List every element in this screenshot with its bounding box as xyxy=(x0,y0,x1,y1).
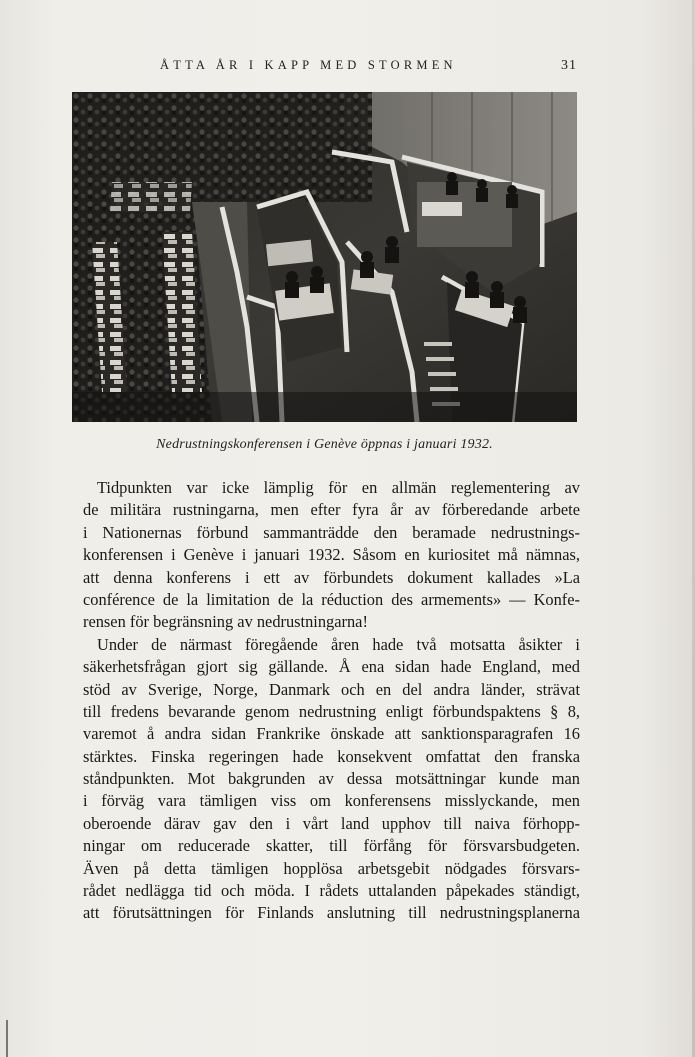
text-line: rensen för begränsning av nedrustningarna! xyxy=(83,612,368,632)
text-line: stärktes. Finska regeringen hade konsekvent omfattat den franska xyxy=(83,746,580,766)
text-line: konferensen i Genève i januari 1932. Såsom en kuriositet må nämnas, xyxy=(83,545,580,565)
text-line: Även på detta tämligen hopplösa arbetsgebit nödgades försvars- xyxy=(83,858,580,878)
text-line: Tidpunkten var icke lämplig för en allmän reglementering av xyxy=(97,478,580,497)
text-line: ningar om reducerade skatter, till förfång för försvarsbudgeten. xyxy=(83,836,580,856)
scan-margin-mark xyxy=(6,1020,8,1057)
running-head xyxy=(72,58,577,80)
text-line: att denna konferens i ett av förbundets dokument kallades »La xyxy=(83,567,580,587)
text-line: stöd av Sverige, Norge, Danmark och en del andra länder, strävat xyxy=(83,679,580,699)
text-line: att förutsättningen för Finlands anslutning till nedrustningsplanerna xyxy=(83,903,580,923)
text-line: säkerhetsfrågan gjort sig gällande. Å ena sidan hade England, med xyxy=(83,657,580,677)
text-line: i förväg vara tämligen viss om konferensens misslyckande, men xyxy=(83,791,580,811)
text-line: varemot å andra sidan Frankrike önskade att sanktionsparagrafen 16 xyxy=(83,724,580,744)
text-line: oberoende därav gav den i vårt land upphov till naiva förhopp- xyxy=(83,813,580,833)
foreground-shadow xyxy=(72,392,577,422)
text-line: conférence de la limitation de la réduction des armements» — Konfe- xyxy=(83,589,580,609)
text-line: Under de närmast föregående åren hade två motsatta åsikter i xyxy=(97,634,580,654)
body-text xyxy=(83,477,580,925)
conference-photograph xyxy=(72,92,577,422)
page-number: 31 xyxy=(561,58,577,73)
text-line: ståndpunkten. Mot bakgrunden av dessa motsättningar kunde man xyxy=(83,769,580,789)
text-line: till fredens bevarande genom nedrustning enligt förbundspaktens § 8, xyxy=(83,701,580,721)
figure-caption: Nedrustningskonferensen i Genève öppnas i januari 1932. xyxy=(156,437,493,452)
text-line: de militära rustningarna, men efter fyra år av förberedande arbete xyxy=(83,500,580,520)
text-line: i Nationernas förbund sammanträdde den beramade nedrustnings- xyxy=(83,522,580,542)
running-title: ÅTTA ÅR I KAPP MED STORMEN xyxy=(160,58,457,72)
text-line: rådet nedlägga tid och möda. I rådets uttalanden påpekades ständigt, xyxy=(83,881,580,901)
